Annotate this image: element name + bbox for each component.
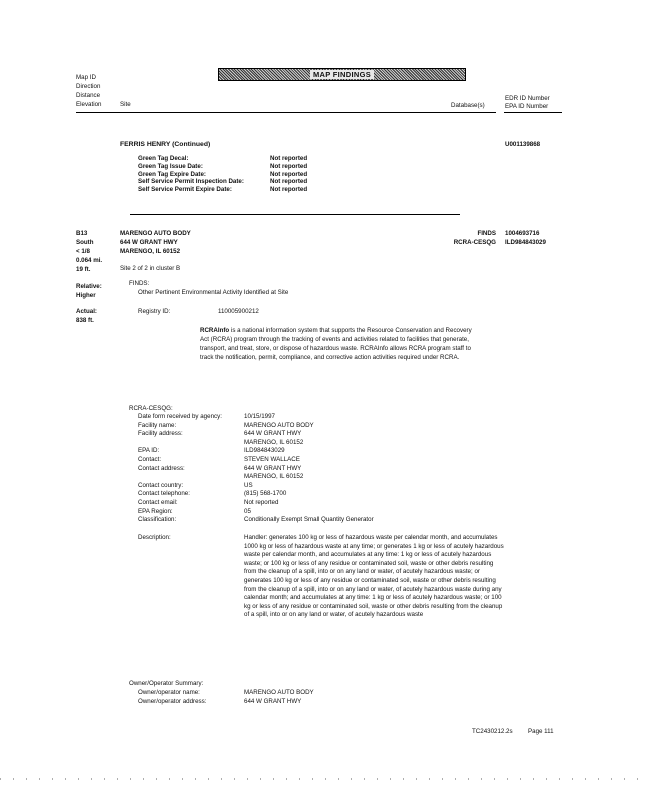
field-label: Green Tag Decal:: [138, 155, 189, 162]
rcra-value: 644 W GRANT HWY: [244, 464, 302, 472]
database-label: Database(s): [451, 102, 485, 109]
footer-doc-id: TC2430212.2s: [472, 728, 513, 735]
rcra-label: Facility name:: [138, 421, 177, 429]
owner-value: MARENGO AUTO BODY: [244, 689, 314, 696]
rcra-label: Contact telephone:: [138, 490, 190, 498]
database-finds: FINDS: [477, 230, 496, 237]
owner-fields: [138, 689, 444, 706]
actual-block: [76, 307, 97, 325]
elevation-label: Elevation: [76, 101, 102, 108]
rcra-label: Date form received by agency:: [138, 413, 222, 420]
site-ids: [505, 229, 546, 247]
site-address2: MARENGO, IL 60152: [120, 248, 181, 255]
rcra-value: 05: [244, 507, 251, 515]
site-address1: 644 W GRANT HWY: [120, 239, 178, 246]
continued-id: U001139868: [505, 141, 541, 148]
rcra-value: 644 W GRANT HWY: [244, 430, 302, 438]
rcra-value: Not reported: [244, 498, 279, 506]
section-divider: [130, 214, 460, 215]
field-value: Not reported: [270, 162, 308, 170]
epa-id-value: ILD984843029: [505, 239, 546, 246]
field-label: Self Service Permit Inspection Date:: [138, 178, 244, 186]
rcra-heading: RCRA-CESQG:: [129, 405, 173, 412]
relative-label: Relative:: [76, 283, 102, 290]
site-locator: [76, 229, 102, 274]
continued-title: FERRIS HENRY (Continued): [120, 141, 211, 148]
actual-label: Actual:: [76, 308, 97, 315]
relative-value: Higher: [76, 292, 96, 299]
finds-paragraph: [200, 326, 475, 362]
rcra-label: [138, 439, 244, 448]
map-id-label: Map ID: [76, 74, 96, 81]
rcra-value: (815) 568-1700: [244, 490, 287, 498]
rcra-label: Contact country:: [138, 481, 184, 489]
site-label: Site: [120, 101, 131, 108]
rcra-value: Conditionally Exempt Small Quantity Generator: [244, 516, 374, 524]
header-rule-right: [504, 112, 562, 113]
actual-value: 838 ft.: [76, 317, 94, 324]
rcrainfo-term: RCRAInfo: [200, 327, 230, 334]
field-label: Green Tag Issue Date:: [138, 162, 203, 170]
rcra-label: Classification:: [138, 516, 177, 524]
banner-text: MAP FINDINGS: [310, 70, 374, 79]
direction-value: South: [76, 239, 94, 246]
cluster-note: Site 2 of 2 in cluster B: [120, 265, 181, 272]
field-value: Not reported: [270, 186, 308, 193]
field-label: Self Service Permit Expire Date:: [138, 186, 232, 193]
rcra-fields: [138, 413, 504, 525]
owner-label: Owner/operator address:: [138, 697, 207, 705]
field-value: Not reported: [270, 178, 308, 186]
description-label: Description:: [138, 534, 171, 541]
epa-id-label: EPA ID Number: [505, 103, 549, 110]
edr-id-label: EDR ID Number: [505, 95, 550, 102]
finds-other: Other Pertinent Environmental Activity Identified at Site: [138, 289, 289, 296]
site-name: MARENGO AUTO BODY: [120, 230, 191, 237]
registry-value: 110005900212: [218, 308, 259, 315]
field-label: Green Tag Expire Date:: [138, 170, 206, 178]
rcra-value: US: [244, 481, 253, 489]
site-databases: [454, 229, 496, 247]
field-value: Not reported: [270, 170, 308, 178]
owner-value: 644 W GRANT HWY: [244, 697, 302, 705]
distance-value: < 1/8: [76, 248, 90, 255]
header-rule-left: [76, 112, 496, 113]
rcra-label: Contact address:: [138, 464, 185, 472]
finds-paragraph-text: is a national information system that supports the Resource Conservation and Recovery Act (RCRA) program through the tracking of events and activities related to facilities that generate, transport, and treat, store, or dispose of hazardous waste. RCRAInfo allows RCRA program staff to track the notification, permit, compliance, and corrective action activities required under RCRA.: [200, 327, 472, 361]
header-left-labels: [76, 74, 101, 110]
footer-page: Page 111: [528, 728, 554, 735]
owner-label: Owner/operator name:: [138, 689, 200, 696]
rcra-label: EPA Region:: [138, 507, 173, 515]
rcra-value: 10/15/1997: [244, 413, 275, 420]
site-name-block: [120, 229, 191, 256]
rcra-value: MARENGO AUTO BODY: [244, 421, 314, 429]
map-id-value: B13: [76, 230, 88, 237]
field-value: Not reported: [270, 155, 308, 162]
relative-block: [76, 282, 102, 300]
rcra-value: MARENGO, IL 60152: [244, 473, 304, 481]
edr-id-value: 1004693716: [505, 230, 540, 237]
rcra-value: MARENGO, IL 60152: [244, 438, 304, 446]
rcra-label: Facility address:: [138, 430, 183, 438]
description-text: Handler: generates 100 kg or less of hazardous waste per calendar month, and accumulates 1000 kg or less of hazardous waste at any time; or generates 1 kg or less of acutely hazardous waste per calendar month, and accumulates at any time: 1 kg or less of acutely hazardous waste; or 100 kg or less of any residue or contaminated soil, waste or other debris resulting from the cleanup of a spill, into or on any land or water, of acutely hazardous waste; or generates 100 kg or less of any residue or contaminated soil, waste or other debris resulting from the cleanup of a spill, into or on any land or water, of acutely hazardous waste during any calendar month; and accumulates at any time: 1 kg or less of acutely hazardous waste; or 100 kg or less of any residue or contaminated soil, waste or other debris resulting from the cleanup of a spill, into or on any land or water, of acutely hazardous waste: [244, 534, 504, 619]
rcra-value: STEVEN WALLACE: [244, 455, 300, 463]
finds-heading: FINDS:: [129, 280, 150, 287]
owner-heading: Owner/Operator Summary:: [129, 680, 204, 687]
distance-mi-value: 0.064 mi.: [76, 257, 103, 264]
distance-label: Distance: [76, 92, 101, 99]
direction-label: Direction: [76, 83, 101, 90]
scan-artifact-dots: [0, 778, 648, 780]
continued-fields: [138, 155, 350, 194]
rcra-label: [138, 473, 244, 482]
database-rcra: RCRA-CESQG: [453, 239, 496, 246]
rcra-label: EPA ID:: [138, 447, 160, 455]
elevation-value: 19 ft.: [76, 266, 91, 273]
registry-label: Registry ID:: [138, 308, 171, 315]
map-findings-banner: [218, 68, 466, 81]
rcra-label: Contact:: [138, 455, 162, 463]
rcra-label: Contact email:: [138, 498, 178, 506]
rcra-value: ILD984843029: [244, 447, 285, 455]
